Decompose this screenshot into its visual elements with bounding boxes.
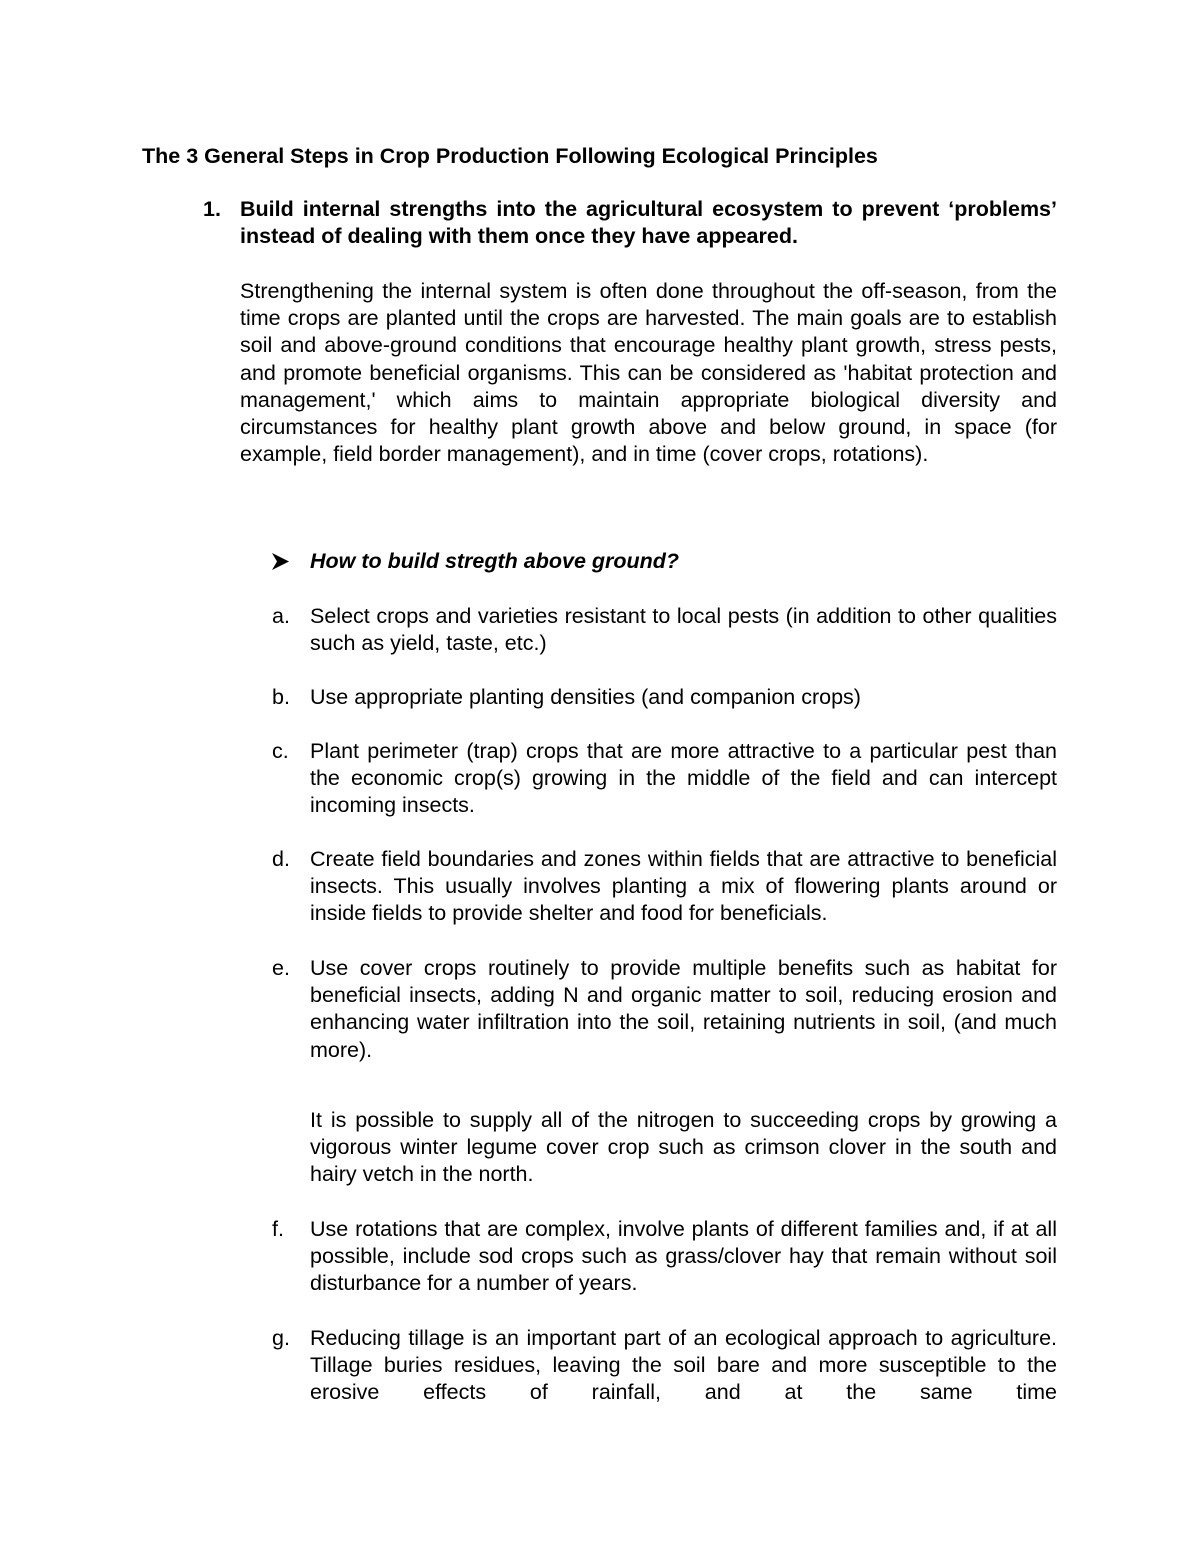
list-item-text: Select crops and varieties resistant to local pests (in addition to other qualities such as yield, taste, etc.) [310,604,1057,656]
list-item-letter: a. [272,604,290,628]
list-item-text: Use appropriate planting densities (and companion crops) [310,685,861,709]
list-item-letter: c. [272,739,289,763]
list-item-text: Reducing tillage is an important part of an ecological approach to agriculture. Tillage buries residues, leaving the soil bare and more susceptible to the erosive effects of rainfall, and at the same time [310,1326,1057,1405]
subsection-heading: How to build stregth above ground? [310,549,680,573]
list-item-letter: b. [272,685,290,709]
list-item-letter: f. [272,1217,284,1241]
list-item-letter: g. [272,1326,290,1350]
step-number: 1. [203,197,221,221]
step-heading: Build internal strengths into the agricultural ecosystem to prevent ‘problems’ instead of dealing with them once they have appeared. [240,197,1057,248]
list-item-letter: e. [272,956,290,980]
list-item-text: Use rotations that are complex, involve plants of different families and, if at all possible, include sod crops such as grass/clover hay that remain without soil disturbance for a number of years. [310,1217,1057,1296]
arrowhead-bullet-icon [270,548,292,575]
step-body-paragraph: Strengthening the internal system is often done throughout the off-season, from the time crops are planted until the crops are harvested. The main goals are to establish soil and above-ground conditions that encourage healthy plant growth, stress pests, and promote beneficial organisms. This can be considered as 'habitat protection and management,' which aims to maintain appropriate biological diversity and circumstances for healthy plant growth above and below ground, in space (for example, field border management), and in time (cover crops, rotations). [240,279,1057,467]
list-item-letter: d. [272,847,290,871]
list-item-text: Plant perimeter (trap) crops that are more attractive to a particular pest than the economic crop(s) growing in the middle of the field and can intercept incoming insects. [310,739,1057,818]
list-item-text: Use cover crops routinely to provide multiple benefits such as habitat for beneficial insects, adding N and organic matter to soil, reducing erosion and enhancing water infiltration into the soil, retaining nutrients in soil, (and much more). [310,956,1057,1062]
cover-crop-note: It is possible to supply all of the nitrogen to succeeding crops by growing a vigorous winter legume cover crop such as crimson clover in the south and hairy vetch in the north. [310,1108,1057,1187]
page-title: The 3 General Steps in Crop Production Following Ecological Principles [142,144,878,168]
list-item-text: Create field boundaries and zones within fields that are attractive to beneficial insects. This usually involves planting a mix of flowering plants around or inside fields to provide shelter and food for beneficials. [310,847,1057,926]
